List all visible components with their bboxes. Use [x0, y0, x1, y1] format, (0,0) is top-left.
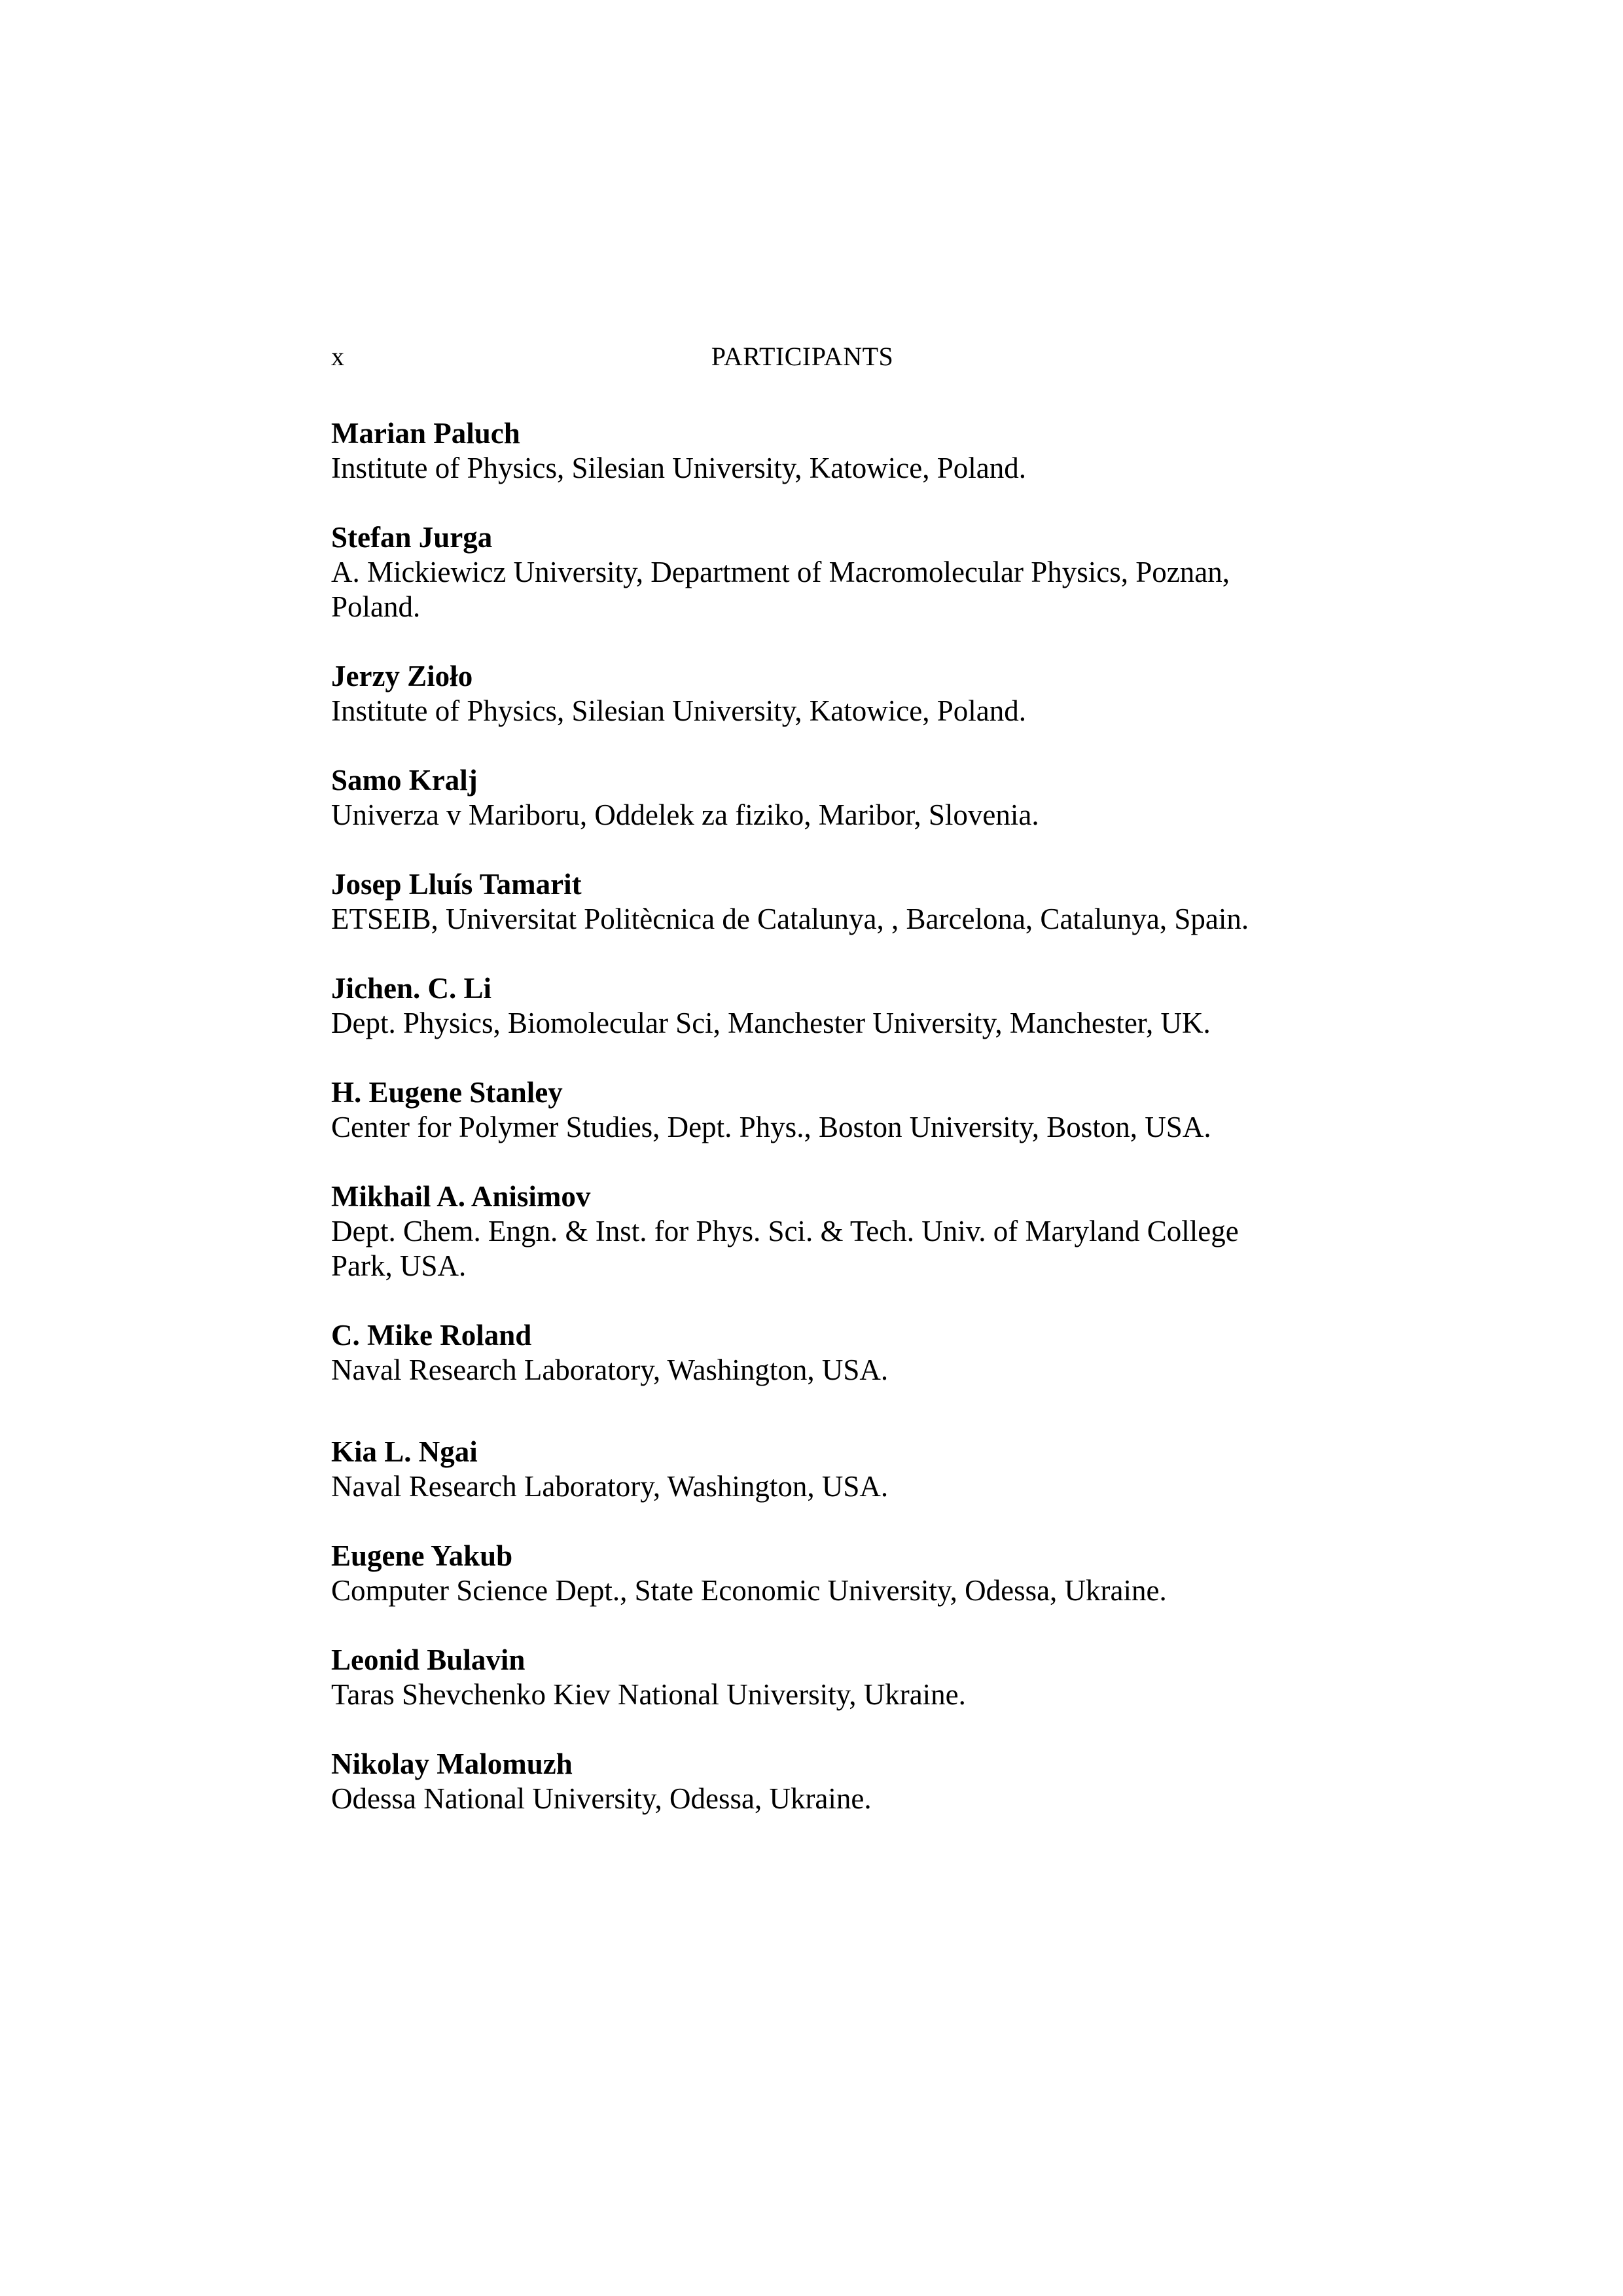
participant-entry: [331, 867, 1313, 937]
participant-entry: [331, 1075, 1313, 1145]
participant-name: Mikhail A. Anisimov: [331, 1180, 591, 1213]
participant-name: Leonid Bulavin: [331, 1643, 526, 1676]
running-head: PARTICIPANTS: [711, 342, 894, 371]
participant-entry: [331, 416, 1313, 486]
participant-affiliation: Naval Research Laboratory, Washington, USA.: [331, 1470, 889, 1503]
participant-affiliation: Dept. Chem. Engn. & Inst. for Phys. Sci. & Tech. Univ. of Maryland College Park, USA.: [331, 1215, 1239, 1282]
page-number: x: [331, 342, 344, 371]
participant-name: Jichen. C. Li: [331, 972, 492, 1005]
participant-entry: [331, 971, 1313, 1041]
participant-affiliation: Institute of Physics, Silesian University, Katowice, Poland.: [331, 694, 1026, 727]
participant-name: Jerzy Zioło: [331, 660, 473, 692]
participant-affiliation: Univerza v Mariboru, Oddelek za fiziko, Maribor, Slovenia.: [331, 798, 1039, 831]
participant-affiliation: Taras Shevchenko Kiev National University, Ukraine.: [331, 1678, 966, 1711]
participant-entry: [331, 1747, 1313, 1816]
participant-affiliation: Center for Polymer Studies, Dept. Phys., Boston University, Boston, USA.: [331, 1111, 1211, 1143]
participant-affiliation: Dept. Physics, Biomolecular Sci, Manchester University, Manchester, UK.: [331, 1007, 1211, 1039]
participant-entry: [331, 1539, 1313, 1608]
participant-name: H. Eugene Stanley: [331, 1076, 563, 1109]
participant-name: Josep Lluís Tamarit: [331, 868, 582, 901]
participant-affiliation: ETSEIB, Universitat Politècnica de Catalunya, , Barcelona, Catalunya, Spain.: [331, 903, 1249, 935]
participant-entry: [331, 1318, 1313, 1388]
participant-affiliation: A. Mickiewicz University, Department of Macromolecular Physics, Poznan, Poland.: [331, 556, 1230, 623]
participant-affiliation: Computer Science Dept., State Economic University, Odessa, Ukraine.: [331, 1574, 1167, 1607]
participant-entry: [331, 1435, 1313, 1504]
participant-name: C. Mike Roland: [331, 1319, 532, 1352]
participant-name: Kia L. Ngai: [331, 1435, 478, 1468]
participant-list: [331, 416, 1313, 1851]
participant-affiliation: Naval Research Laboratory, Washington, USA.: [331, 1354, 889, 1386]
participant-name: Nikolay Malomuzh: [331, 1748, 573, 1780]
participant-entry: [331, 1643, 1313, 1712]
participant-name: Marian Paluch: [331, 417, 520, 450]
participant-entry: [331, 659, 1313, 728]
participant-name: Eugene Yakub: [331, 1539, 513, 1572]
participant-affiliation: Odessa National University, Odessa, Ukraine.: [331, 1782, 872, 1815]
participant-name: Stefan Jurga: [331, 521, 493, 554]
participant-name: Samo Kralj: [331, 764, 478, 797]
participant-entry: [331, 520, 1313, 624]
participant-entry: [331, 763, 1313, 833]
page-header: [331, 337, 1274, 376]
participant-entry: [331, 1179, 1313, 1283]
participant-affiliation: Institute of Physics, Silesian University, Katowice, Poland.: [331, 452, 1026, 484]
